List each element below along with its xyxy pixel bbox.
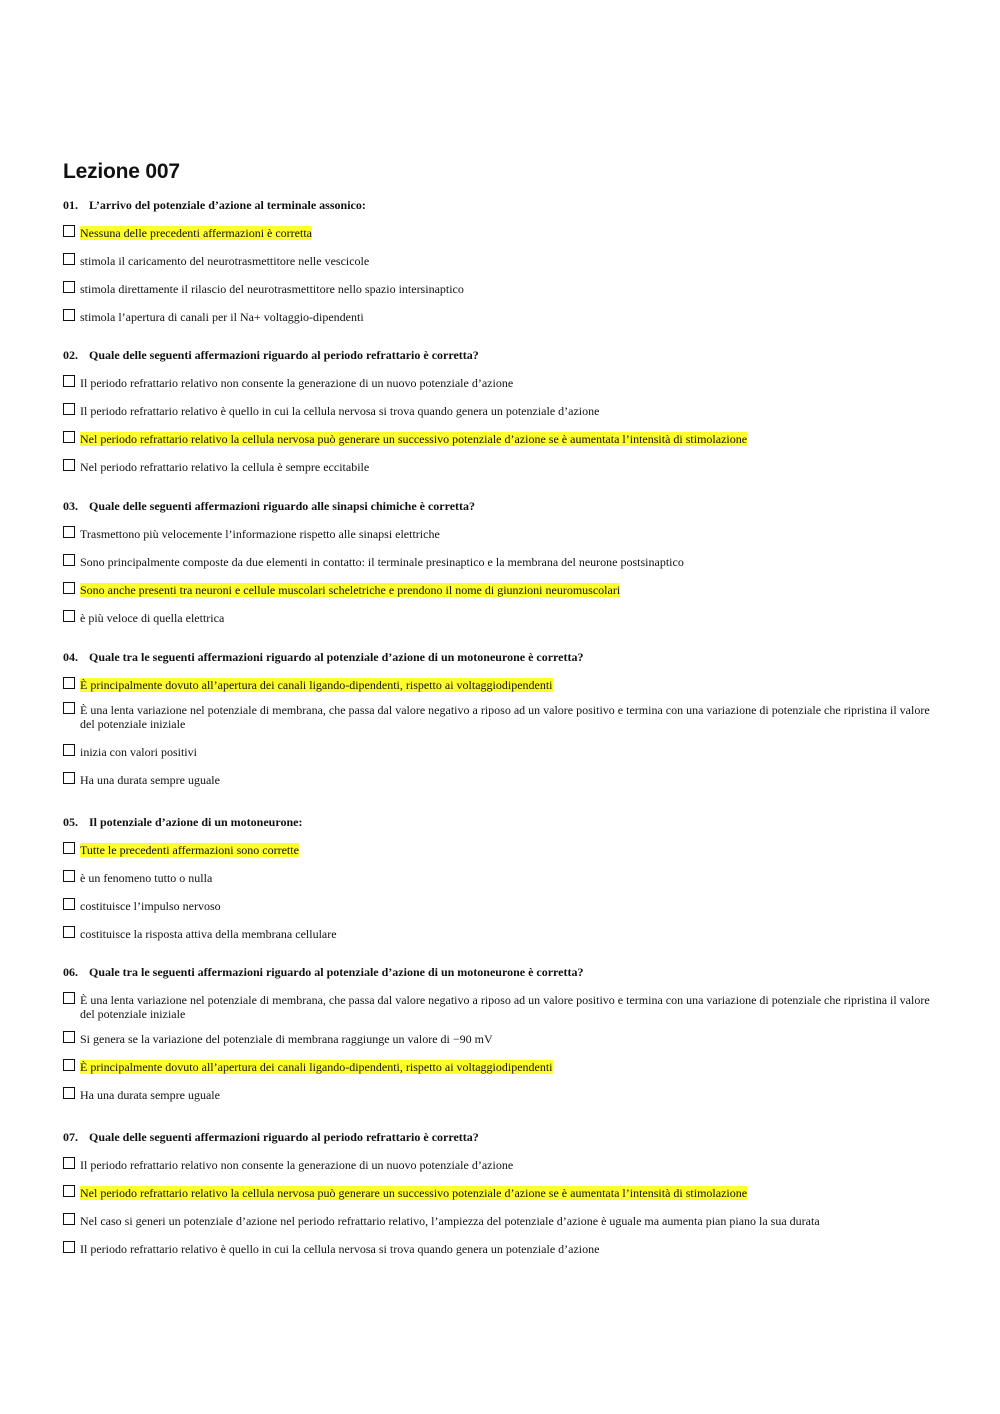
question-heading bbox=[63, 965, 943, 979]
option-text: è più veloce di quella elettrica bbox=[80, 611, 225, 625]
checkbox[interactable] bbox=[63, 898, 75, 910]
option-text: È una lenta variazione nel potenziale di membrana, che passa dal valore negativo a riposo ad un valore positivo e termina con una variazione di potenziale che ripristina il valore del potenziale iniziale bbox=[80, 703, 930, 731]
option-text: Nel periodo refrattario relativo la cellula nervosa può generare un successivo potenziale d’azione se è aumentata l’intensità di stimolazione bbox=[80, 432, 748, 446]
question-text: Quale tra le seguenti affermazioni riguardo al potenziale d’azione di un motoneurone è corretta? bbox=[89, 965, 584, 979]
option-text: Trasmettono più velocemente l’informazione rispetto alle sinapsi elettriche bbox=[80, 527, 440, 541]
option-text: costituisce l’impulso nervoso bbox=[80, 899, 221, 913]
lesson-title: Lezione 007 bbox=[63, 160, 180, 183]
question-text: Quale tra le seguenti affermazioni riguardo al potenziale d’azione di un motoneurone è corretta? bbox=[89, 650, 584, 664]
answer-option[interactable] bbox=[63, 773, 943, 787]
question-heading bbox=[63, 348, 943, 362]
checkbox[interactable] bbox=[63, 772, 75, 784]
option-text: Tutte le precedenti affermazioni sono corrette bbox=[80, 843, 299, 857]
answer-option[interactable] bbox=[63, 1032, 943, 1046]
checkbox[interactable] bbox=[63, 677, 75, 689]
question-text: Quale delle seguenti affermazioni riguardo al periodo refrattario è corretta? bbox=[89, 1130, 479, 1144]
answer-option[interactable] bbox=[63, 254, 943, 268]
checkbox[interactable] bbox=[63, 610, 75, 622]
option-text: È principalmente dovuto all’apertura dei canali ligando-dipendenti, rispetto ai voltaggiodipendenti bbox=[80, 678, 553, 692]
question-number: 01. bbox=[63, 198, 78, 212]
question-number: 05. bbox=[63, 815, 78, 829]
checkbox[interactable] bbox=[63, 582, 75, 594]
question-04 bbox=[63, 650, 943, 787]
option-text: Sono anche presenti tra neuroni e cellule muscolari scheletriche e prendono il nome di giunzioni neuromuscolari bbox=[80, 583, 621, 597]
question-number: 04. bbox=[63, 650, 78, 664]
question-06 bbox=[63, 965, 943, 1102]
answer-option[interactable] bbox=[63, 993, 943, 1021]
question-01 bbox=[63, 198, 943, 324]
checkbox[interactable] bbox=[63, 744, 75, 756]
answer-option[interactable] bbox=[63, 745, 943, 759]
answer-option[interactable] bbox=[63, 678, 943, 692]
question-heading bbox=[63, 198, 943, 212]
answer-option[interactable] bbox=[63, 843, 943, 857]
question-02 bbox=[63, 348, 943, 474]
option-text: Il periodo refrattario relativo è quello in cui la cellula nervosa si trova quando genera un potenziale d’azione bbox=[80, 404, 600, 418]
checkbox[interactable] bbox=[63, 1059, 75, 1071]
question-heading bbox=[63, 1130, 943, 1144]
question-text: Quale delle seguenti affermazioni riguardo alle sinapsi chimiche è corretta? bbox=[89, 499, 476, 513]
option-text: stimola l’apertura di canali per il Na+ voltaggio-dipendenti bbox=[80, 310, 364, 324]
answer-option[interactable] bbox=[63, 1060, 943, 1074]
checkbox[interactable] bbox=[63, 225, 75, 237]
question-07 bbox=[63, 1130, 943, 1256]
checkbox[interactable] bbox=[63, 842, 75, 854]
answer-option[interactable] bbox=[63, 1214, 943, 1228]
option-text: stimola il caricamento del neurotrasmettitore nelle vescicole bbox=[80, 254, 370, 268]
question-text: Il potenziale d’azione di un motoneurone: bbox=[89, 815, 303, 829]
answer-option[interactable] bbox=[63, 899, 943, 913]
answer-option[interactable] bbox=[63, 376, 943, 390]
checkbox[interactable] bbox=[63, 1241, 75, 1253]
checkbox[interactable] bbox=[63, 403, 75, 415]
checkbox[interactable] bbox=[63, 281, 75, 293]
answer-option[interactable] bbox=[63, 927, 943, 941]
option-text: Si genera se la variazione del potenziale di membrana raggiunge un valore di −90 mV bbox=[80, 1032, 493, 1046]
answer-option[interactable] bbox=[63, 460, 943, 474]
option-text: stimola direttamente il rilascio del neurotrasmettitore nello spazio intersinaptico bbox=[80, 282, 464, 296]
answer-option[interactable] bbox=[63, 1242, 943, 1256]
checkbox[interactable] bbox=[63, 1031, 75, 1043]
option-text: Il periodo refrattario relativo non consente la generazione di un nuovo potenziale d’azione bbox=[80, 1158, 514, 1172]
question-number: 02. bbox=[63, 348, 78, 362]
answer-option[interactable] bbox=[63, 226, 943, 240]
option-text: Ha una durata sempre uguale bbox=[80, 773, 220, 787]
answer-option[interactable] bbox=[63, 527, 943, 541]
checkbox[interactable] bbox=[63, 309, 75, 321]
answer-option[interactable] bbox=[63, 583, 943, 597]
option-text: costituisce la risposta attiva della membrana cellulare bbox=[80, 927, 337, 941]
question-03 bbox=[63, 499, 943, 625]
option-text: È principalmente dovuto all’apertura dei canali ligando-dipendenti, rispetto ai voltaggiodipendenti bbox=[80, 1060, 553, 1074]
checkbox[interactable] bbox=[63, 253, 75, 265]
checkbox[interactable] bbox=[63, 526, 75, 538]
option-text: Nel periodo refrattario relativo la cellula è sempre eccitabile bbox=[80, 460, 370, 474]
option-text: Il periodo refrattario relativo non consente la generazione di un nuovo potenziale d’azione bbox=[80, 376, 514, 390]
question-05 bbox=[63, 815, 943, 941]
question-text: L’arrivo del potenziale d’azione al terminale assonico: bbox=[89, 198, 366, 212]
option-text: Il periodo refrattario relativo è quello in cui la cellula nervosa si trova quando genera un potenziale d’azione bbox=[80, 1242, 600, 1256]
option-text: inizia con valori positivi bbox=[80, 745, 197, 759]
answer-option[interactable] bbox=[63, 1088, 943, 1102]
checkbox[interactable] bbox=[63, 459, 75, 471]
checkbox[interactable] bbox=[63, 926, 75, 938]
answer-option[interactable] bbox=[63, 1186, 943, 1200]
question-number: 07. bbox=[63, 1130, 78, 1144]
answer-option[interactable] bbox=[63, 703, 943, 731]
question-number: 06. bbox=[63, 965, 78, 979]
checkbox[interactable] bbox=[63, 375, 75, 387]
answer-option[interactable] bbox=[63, 282, 943, 296]
answer-option[interactable] bbox=[63, 555, 943, 569]
answer-option[interactable] bbox=[63, 1158, 943, 1172]
checkbox[interactable] bbox=[63, 702, 75, 714]
option-text: Nel caso si generi un potenziale d’azione nel periodo refrattario relativo, l’ampiezza del potenziale d’azione è uguale ma aumenta pian piano la sua durata bbox=[80, 1214, 820, 1228]
question-heading bbox=[63, 499, 943, 513]
checkbox[interactable] bbox=[63, 870, 75, 882]
answer-option[interactable] bbox=[63, 404, 943, 418]
question-heading bbox=[63, 815, 943, 829]
checkbox[interactable] bbox=[63, 554, 75, 566]
option-text: È una lenta variazione nel potenziale di membrana, che passa dal valore negativo a riposo ad un valore positivo e termina con una variazione di potenziale che ripristina il valore del potenziale iniziale bbox=[80, 993, 930, 1021]
question-number: 03. bbox=[63, 499, 78, 513]
question-heading bbox=[63, 650, 943, 664]
option-text: Ha una durata sempre uguale bbox=[80, 1088, 220, 1102]
option-text: è un fenomeno tutto o nulla bbox=[80, 871, 213, 885]
question-text: Quale delle seguenti affermazioni riguardo al periodo refrattario è corretta? bbox=[89, 348, 479, 362]
answer-option[interactable] bbox=[63, 871, 943, 885]
option-text: Nessuna delle precedenti affermazioni è corretta bbox=[80, 226, 312, 240]
answer-option[interactable] bbox=[63, 432, 943, 446]
checkbox[interactable] bbox=[63, 1213, 75, 1225]
checkbox[interactable] bbox=[63, 1185, 75, 1197]
checkbox[interactable] bbox=[63, 1157, 75, 1169]
checkbox[interactable] bbox=[63, 992, 75, 1004]
checkbox[interactable] bbox=[63, 431, 75, 443]
answer-option[interactable] bbox=[63, 310, 943, 324]
option-text: Nel periodo refrattario relativo la cellula nervosa può generare un successivo potenziale d’azione se è aumentata l’intensità di stimolazione bbox=[80, 1186, 748, 1200]
option-text: Sono principalmente composte da due elementi in contatto: il terminale presinaptico e la membrana del neurone postsinaptico bbox=[80, 555, 684, 569]
answer-option[interactable] bbox=[63, 611, 943, 625]
checkbox[interactable] bbox=[63, 1087, 75, 1099]
